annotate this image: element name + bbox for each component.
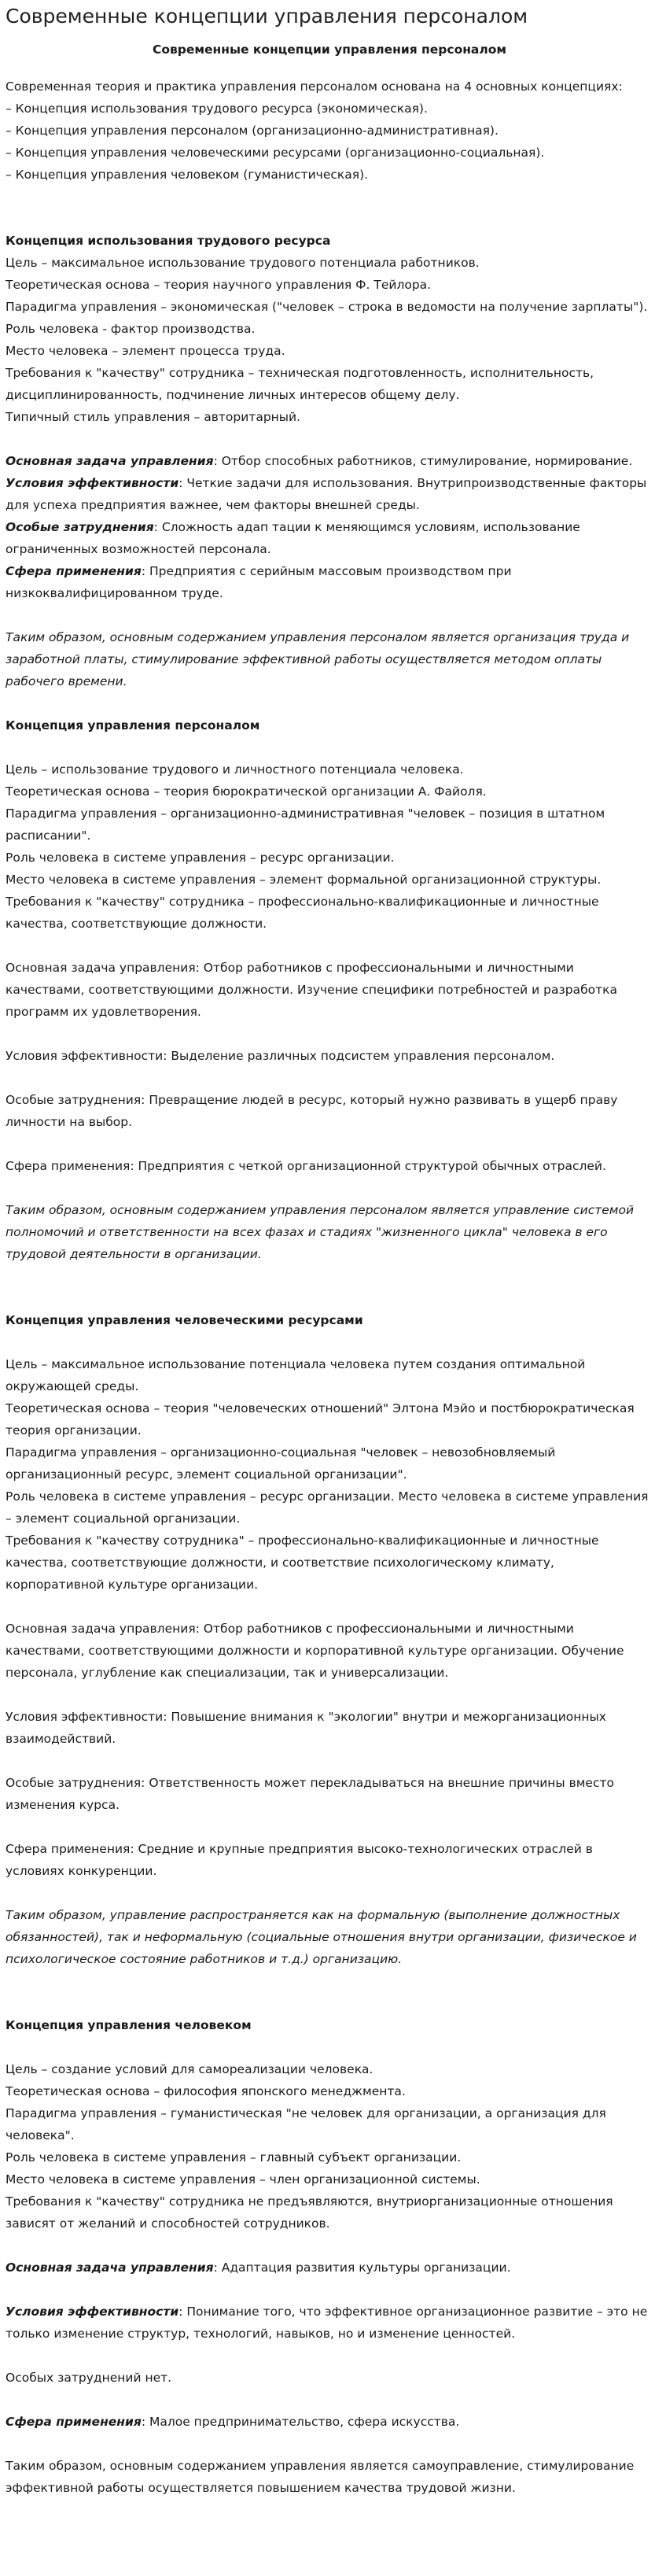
conclusion: Таким образом, основным содержанием управления является самоуправление, стимулирование эффективной работы осуществляется повышением качества трудовой жизни. (6, 2459, 635, 2495)
section-title: Концепция управления человеком (6, 2018, 252, 2032)
section-line: Парадигма управления – гуманистическая "не человек для организации, а организация для человека". (6, 2106, 606, 2142)
difficulties-paragraph: Особые затруднения: Превращение людей в ресурс, который нужно развивать в ущерб праву личности на выбор. (6, 1093, 618, 1129)
task-text: : Адаптация развития культуры организации. (213, 2260, 511, 2275)
section-human (6, 2014, 653, 2499)
section-title: Концепция управления персоналом (6, 718, 260, 733)
section-line: Место человека в системе управления – член организационной системы. (6, 2172, 480, 2187)
article-subtitle: Современные концепции управления персоналом (152, 42, 507, 57)
section-line: Теоретическая основа – теория "человеческих отношений" Элтона Мэйо и постбюрократическая теория организации. (6, 1401, 635, 1437)
difficulties-paragraph: Особых затруднений нет. (6, 2371, 172, 2385)
intro (6, 76, 653, 186)
effectiveness-text: : Четкие задачи для использования. Внутрипроизводственные факторы для успеха предприятия важнее, чем факторы внешней среды. (6, 476, 647, 512)
intro-line: Современная теория и практика управления персоналом основана на 4 основных концепциях: (6, 79, 623, 94)
effectiveness-paragraph: Условия эффективности: Выделение различных подсистем управления персоналом. (6, 1049, 555, 1063)
effectiveness-label: Условия эффективности (6, 2305, 179, 2319)
effectiveness-paragraph: Условия эффективности: Повышение внимания к "экологии" внутри и межорганизационных взаимодействий. (6, 1710, 606, 1746)
scope-text: : Предприятия с серийным массовым производством при низкоквалифицированном труде. (6, 564, 512, 600)
section-line: Цель – максимальное использование потенциала человека путем создания оптимальной окружающей среды. (6, 1357, 586, 1393)
task-label: Основная задача управления (6, 454, 214, 468)
intro-line: – Концепция использования трудового ресурса (экономическая). (6, 101, 428, 116)
section-line: Парадигма управления – организационно-социальная "человек – невозобновляемый организационный ресурс, элемент социальной организации". (6, 1445, 556, 1482)
section-line: Роль человека в системе управления – ресурс организации. (6, 851, 395, 865)
scope-text: : Малое предпринимательство, сфера искусства. (141, 2415, 460, 2429)
section-line: Цель – максимальное использование трудового потенциала работников. (6, 256, 480, 270)
section-line: Требования к "качеству" сотрудника не предъявляются, внутриорганизационные отношения зависят от желаний и способностей сотрудников. (6, 2194, 613, 2231)
scope-label: Сфера применения (6, 564, 142, 578)
effectiveness-paragraph (6, 472, 653, 516)
scope-label: Сфера применения (6, 2415, 142, 2429)
section-line: Требования к "качеству" сотрудника – техническая подготовленность, исполнительность, дисциплинированность, подчинение личных интересов общему делу. (6, 366, 594, 402)
effectiveness-label: Условия эффективности (6, 476, 179, 490)
scope-paragraph (6, 560, 653, 604)
section-line: Роль человека - фактор производства. (6, 322, 256, 336)
conclusion: Таким образом, основным содержанием управления персоналом является управление системой полномочий и ответственности на всех фазах и стадиях "жизненного цикла" человека в его трудовой деятельности в организации. (6, 1203, 635, 1261)
section-title: Концепция управления человеческими ресурсами (6, 1313, 363, 1327)
section-line: Роль человека в системе управления – ресурс организации. Место человека в системе управления – элемент социальной организации. (6, 1489, 649, 1526)
scope-paragraph: Сфера применения: Средние и крупные предприятия высоко-технологических отраслей в условиях конкуренции. (6, 1842, 593, 1878)
scope-paragraph: Сфера применения: Предприятия с четкой организационной структурой обычных отраслей. (6, 1159, 606, 1173)
difficulties-paragraph (6, 516, 653, 560)
section-line: Теоретическая основа – философия японского менеджмента. (6, 2084, 406, 2098)
section-labor-resource (6, 230, 653, 692)
section-line: Место человека – элемент процесса труда. (6, 344, 285, 358)
difficulties-paragraph: Особые затруднения: Ответственность может перекладываться на внешние причины вместо изменения курса. (6, 1776, 614, 1812)
section-human-resources (6, 1309, 653, 1970)
section-personnel (6, 714, 653, 1265)
task-paragraph (6, 2257, 653, 2279)
article (0, 5, 666, 2499)
intro-line: – Концепция управления человеческими ресурсами (организационно-социальная). (6, 146, 545, 160)
section-line: Цель – создание условий для самореализации человека. (6, 2062, 373, 2076)
section-line: Теоретическая основа – теория научного управления Ф. Тейлора. (6, 278, 432, 292)
effectiveness-text: : Понимание того, что эффективное организационное развитие – это не только изменение структур, технологий, навыков, но и изменение ценностей. (6, 2305, 648, 2341)
task-paragraph: Основная задача управления: Отбор работников с профессиональными и личностными качествами, соответствующими должности. Изучение специфики потребностей и разработка программ их удовлетворения. (6, 961, 618, 1019)
section-title: Концепция использования трудового ресурса (6, 234, 331, 248)
task-label: Основная задача управления (6, 2260, 214, 2275)
conclusion: Таким образом, основным содержанием управления персоналом является организация труда и заработной платы, стимулирование эффективной работы осуществляется методом оплаты рабочего времени. (6, 630, 630, 688)
task-text: : Отбор способных работников, стимулирование, нормирование. (213, 454, 633, 468)
effectiveness-paragraph (6, 2301, 653, 2345)
difficulties-label: Особые затруднения (6, 520, 154, 534)
difficulties-text: : Сложность адап тации к меняющимся условиям, использование ограниченных возможностей персонала. (6, 520, 580, 556)
section-line: Теоретическая основа – теория бюрократической организации А. Файоля. (6, 784, 487, 799)
intro-line: – Концепция управления человеком (гуманистическая). (6, 168, 369, 182)
section-line: Типичный стиль управления – авторитарный. (6, 410, 301, 424)
section-line: Роль человека в системе управления – главный субъект организации. (6, 2150, 462, 2165)
section-line: Требования к "качеству сотрудника" – профессионально-квалификационные и личностные качества, соответствующие должности, и соответствие психологическому климату, корпоративной культуре организации. (6, 1533, 599, 1592)
page-title: Современные концепции управления персоналом (6, 5, 528, 28)
task-paragraph (6, 450, 653, 472)
section-line: Требования к "качеству" сотрудника – профессионально-квалификационные и личностные качества, соответствующие должности. (6, 895, 599, 931)
task-paragraph: Основная задача управления: Отбор работников с профессиональными и личностными качествами, соответствующими должности и корпоративной культуре организации. Обучение персонала, углубление как специализации, так и универсализации. (6, 1622, 624, 1680)
section-line: Место человека в системе управления – элемент формальной организационной структуры. (6, 873, 602, 887)
intro-line: – Концепция управления персоналом (организационно-административная). (6, 124, 499, 138)
section-line: Парадигма управления – экономическая ("человек – строка в ведомости на получение зарплаты"). (6, 300, 648, 314)
section-line: Парадигма управления – организационно-административная "человек – позиция в штатном расписании". (6, 806, 605, 843)
scope-paragraph (6, 2411, 653, 2433)
conclusion: Таким образом, управление распространяется как на формальную (выполнение должностных обязанностей), так и неформальную (социальные отношения внутри организации, физическое и психологическое состояние работников и т.д.) организацию. (6, 1908, 637, 1966)
section-line: Цель – использование трудового и личностного потенциала человека. (6, 762, 464, 777)
